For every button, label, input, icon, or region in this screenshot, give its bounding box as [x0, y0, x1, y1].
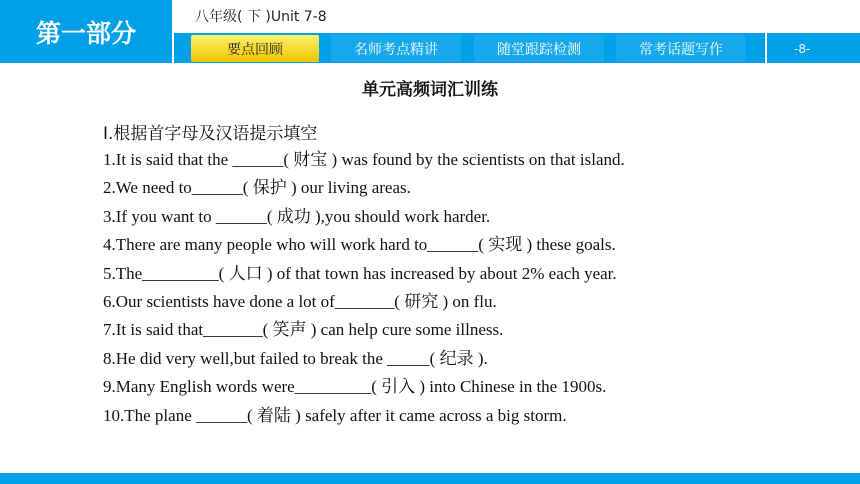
part-label: 第一部分	[0, 0, 172, 63]
exercise-item: 9.Many English words were_________( 引入 ) into Chinese in the 1900s.	[103, 377, 607, 397]
exercise-item: 8.He did very well,but failed to break the _____( 纪录 ).	[103, 348, 488, 368]
exercise-instructions: Ⅰ.根据首字母及汉语提示填空	[103, 124, 318, 144]
tab-teacher-explanation[interactable]: 名师考点精讲	[331, 35, 461, 62]
exercise-item: 6.Our scientists have done a lot of_______( 研究 ) on flu.	[103, 291, 497, 311]
exercise-item: 3.If you want to ______( 成功 ),you should work harder.	[103, 206, 491, 226]
exercise-item: 10.The plane ______( 着陆 ) safely after it came across a big storm.	[103, 405, 567, 425]
exercise-list	[103, 146, 625, 430]
exercise-item: 5.The_________( 人口 ) of that town has increased by about 2% each year.	[103, 263, 617, 283]
exercise-item: 4.There are many people who will work hard to______( 实现 ) these goals.	[103, 235, 616, 255]
footer-bar	[0, 473, 860, 484]
tab-topic-writing[interactable]: 常考话题写作	[616, 35, 746, 62]
unit-title: 八年级( 下 )Unit 7-8	[195, 9, 327, 25]
exercise-item: 1.It is said that the ______( 财宝 ) was found by the scientists on that island.	[103, 150, 625, 169]
nav-divider	[765, 33, 767, 63]
exercise-item: 2.We need to______( 保护 ) our living areas.	[103, 178, 411, 198]
tab-key-points-review[interactable]: 要点回顾	[191, 35, 319, 62]
section-heading: 单元高频词汇训练	[362, 80, 498, 100]
tab-in-class-check[interactable]: 随堂跟踪检测	[474, 35, 604, 62]
exercise-item: 7.It is said that_______( 笑声 ) can help cure some illness.	[103, 320, 504, 340]
page-number: -8-	[794, 41, 811, 56]
